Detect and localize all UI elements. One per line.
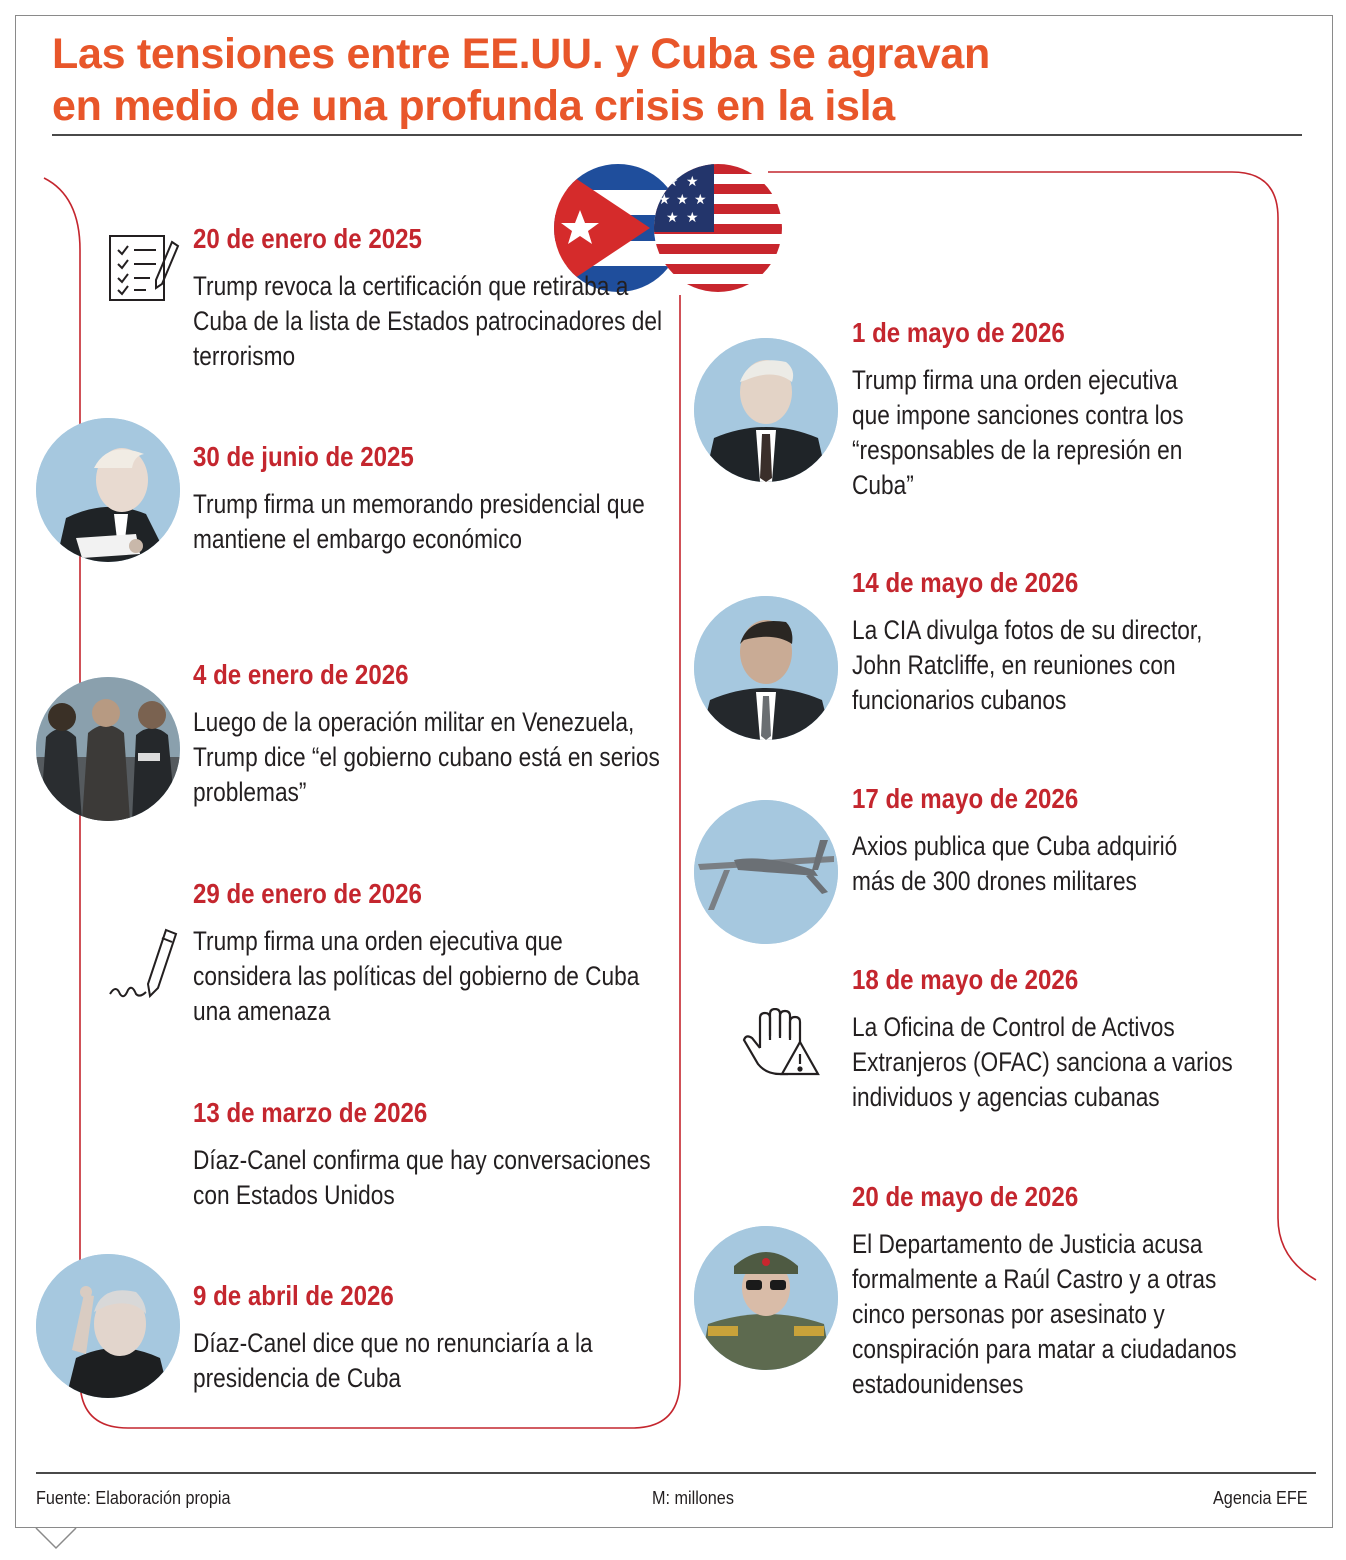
event-date: 9 de abril de 2026 [193,1280,394,1311]
event-description: Trump revoca la certificación que retiraba a Cuba de la lista de Estados patrocinadores del terrorismo [193,271,663,371]
footer-source: Fuente: Elaboración propia [36,1488,231,1508]
event-date: 4 de enero de 2026 [193,659,409,690]
title-line-1: Las tensiones entre EE.UU. y Cuba se agravan [52,30,990,78]
event-date: 18 de mayo de 2026 [852,964,1079,995]
event-description: Trump firma un memorando presidencial que mantiene el embargo económico [193,489,645,554]
event-date: 1 de mayo de 2026 [852,317,1065,348]
event-date: 13 de marzo de 2026 [193,1097,428,1128]
svg-text:★: ★ [676,192,689,208]
svg-text:★: ★ [666,210,679,226]
event-description: Trump firma una orden ejecutiva que impone sanciones contra los “responsables de la represión en Cuba” [852,365,1184,500]
event-date: 30 de junio de 2025 [193,441,414,472]
svg-text:★: ★ [686,174,699,190]
title-line-2: en medio de una profunda crisis en la isla [52,82,895,130]
event-date: 20 de enero de 2025 [193,223,422,254]
event-description: El Departamento de Justicia acusa formalmente a Raúl Castro y a otras cinco personas por asesinato y conspiración para matar a ciudadanos estadounidenses [852,1229,1237,1399]
event-date: 20 de mayo de 2026 [852,1181,1079,1212]
event-description: Axios publica que Cuba adquirió más de 300 drones militares [852,831,1178,896]
event-description: Díaz-Canel dice que no renunciaría a la presidencia de Cuba [193,1328,593,1393]
svg-text:★: ★ [658,192,671,208]
event-description: Luego de la operación militar en Venezuela, Trump dice “el gobierno cubano está en serios problemas” [193,707,660,807]
event-description: Díaz-Canel confirma que hay conversaciones con Estados Unidos [193,1145,651,1210]
event-date: 29 de enero de 2026 [193,878,422,909]
footer-note: M: millones [652,1488,734,1508]
event-description: La CIA divulga fotos de su director, John Ratcliffe, en reuniones con funcionarios cubanos [852,615,1203,715]
event-date: 14 de mayo de 2026 [852,567,1079,598]
event-date: 17 de mayo de 2026 [852,783,1079,814]
event-description: La Oficina de Control de Activos Extranjeros (OFAC) sanciona a varios individuos y agencias cubanas [852,1012,1233,1112]
svg-text:★: ★ [694,192,707,208]
svg-text:★: ★ [686,210,699,226]
footer-agency: Agencia EFE [1213,1488,1308,1508]
event-description: Trump firma una orden ejecutiva que considera las políticas del gobierno de Cuba una amenaza [193,926,640,1026]
svg-text:★: ★ [666,174,679,190]
